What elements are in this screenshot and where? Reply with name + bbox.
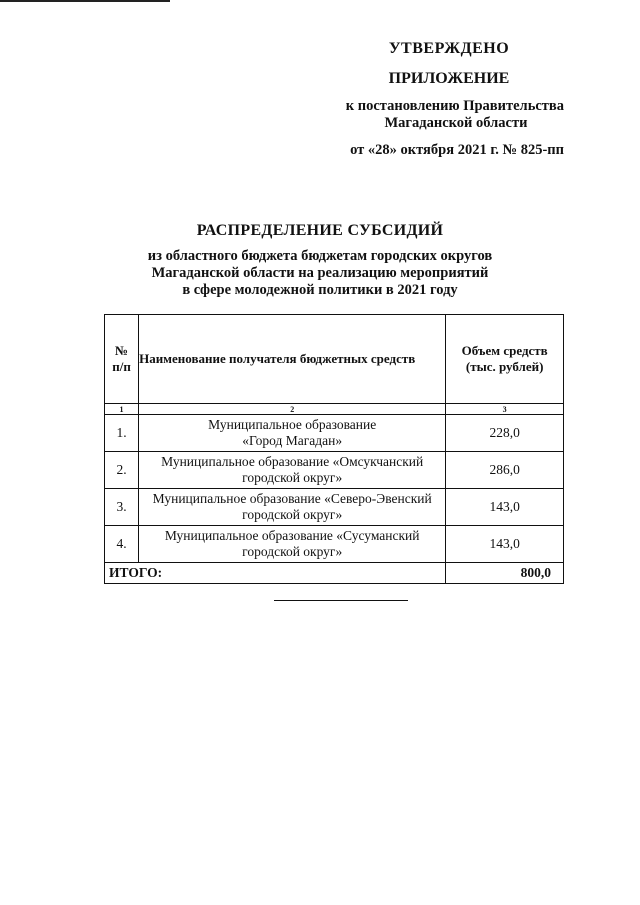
subtitle-line-1: из областного бюджета бюджетам городских округов: [147, 248, 493, 264]
row-name-line-1: Муниципальное образование «Северо-Эвенский: [152, 491, 432, 506]
table-row: [105, 526, 564, 563]
row-amount: 143,0: [446, 489, 564, 526]
row-num: 1.: [105, 415, 139, 452]
table-row: [105, 489, 564, 526]
header-name: Наименование получателя бюджетных средств: [139, 315, 446, 404]
approved-label: УТВЕРЖДЕНО: [388, 40, 510, 57]
subtitle-line-2: Магаданской области на реализацию мероприятий: [151, 265, 489, 281]
subsidy-table: [104, 314, 564, 584]
row-name-line-2: городской округ»: [242, 470, 343, 485]
table-header-row: [105, 315, 564, 404]
approval-block: [264, 40, 564, 159]
table-row: [105, 415, 564, 452]
row-num: 4.: [105, 526, 139, 563]
row-name: [139, 415, 446, 452]
document-subtitle: [0, 248, 640, 299]
row-name: [139, 489, 446, 526]
header-amount: [446, 315, 564, 404]
total-label: ИТОГО:: [105, 563, 446, 584]
header-num: [105, 315, 139, 404]
approval-line-2: Магаданской области: [384, 115, 528, 131]
header-amount-line-1: Объем средств: [461, 343, 548, 358]
total-value: 800,0: [446, 563, 564, 584]
row-amount: 143,0: [446, 526, 564, 563]
row-name-line-1: Муниципальное образование «Омсукчанский: [161, 454, 424, 469]
row-name-line-2: городской округ»: [242, 507, 343, 522]
total-row: [105, 563, 564, 584]
subtitle-line-3: в сфере молодежной политики в 2021 году: [182, 282, 458, 298]
annex-label: ПРИЛОЖЕНИЕ: [388, 70, 510, 87]
column-number: 3: [446, 404, 564, 415]
approval-line-3: от «28» октября 2021 г. № 825-пп: [350, 142, 564, 158]
table-row: [105, 452, 564, 489]
document-title: РАСПРЕДЕЛЕНИЕ СУБСИДИЙ: [196, 222, 444, 239]
row-name-line-1: Муниципальное образование: [208, 417, 377, 432]
row-amount: 228,0: [446, 415, 564, 452]
row-num: 2.: [105, 452, 139, 489]
row-name: [139, 452, 446, 489]
row-name-line-1: Муниципальное образование «Сусуманский: [164, 528, 420, 543]
approval-line-1: к постановлению Правительства: [345, 98, 564, 114]
column-number: 2: [139, 404, 446, 415]
column-number-row: [105, 404, 564, 415]
row-num: 3.: [105, 489, 139, 526]
row-name-line-2: «Город Магадан»: [242, 433, 343, 448]
row-amount: 286,0: [446, 452, 564, 489]
header-num-line-1: №: [115, 343, 129, 358]
header-num-line-2: п/п: [112, 359, 131, 374]
row-name-line-2: городской округ»: [242, 544, 343, 559]
scan-edge-line: [0, 0, 170, 2]
row-name: [139, 526, 446, 563]
end-separator-line: [274, 600, 408, 601]
header-amount-line-2: (тыс. рублей): [465, 359, 544, 374]
column-number: 1: [105, 404, 139, 415]
